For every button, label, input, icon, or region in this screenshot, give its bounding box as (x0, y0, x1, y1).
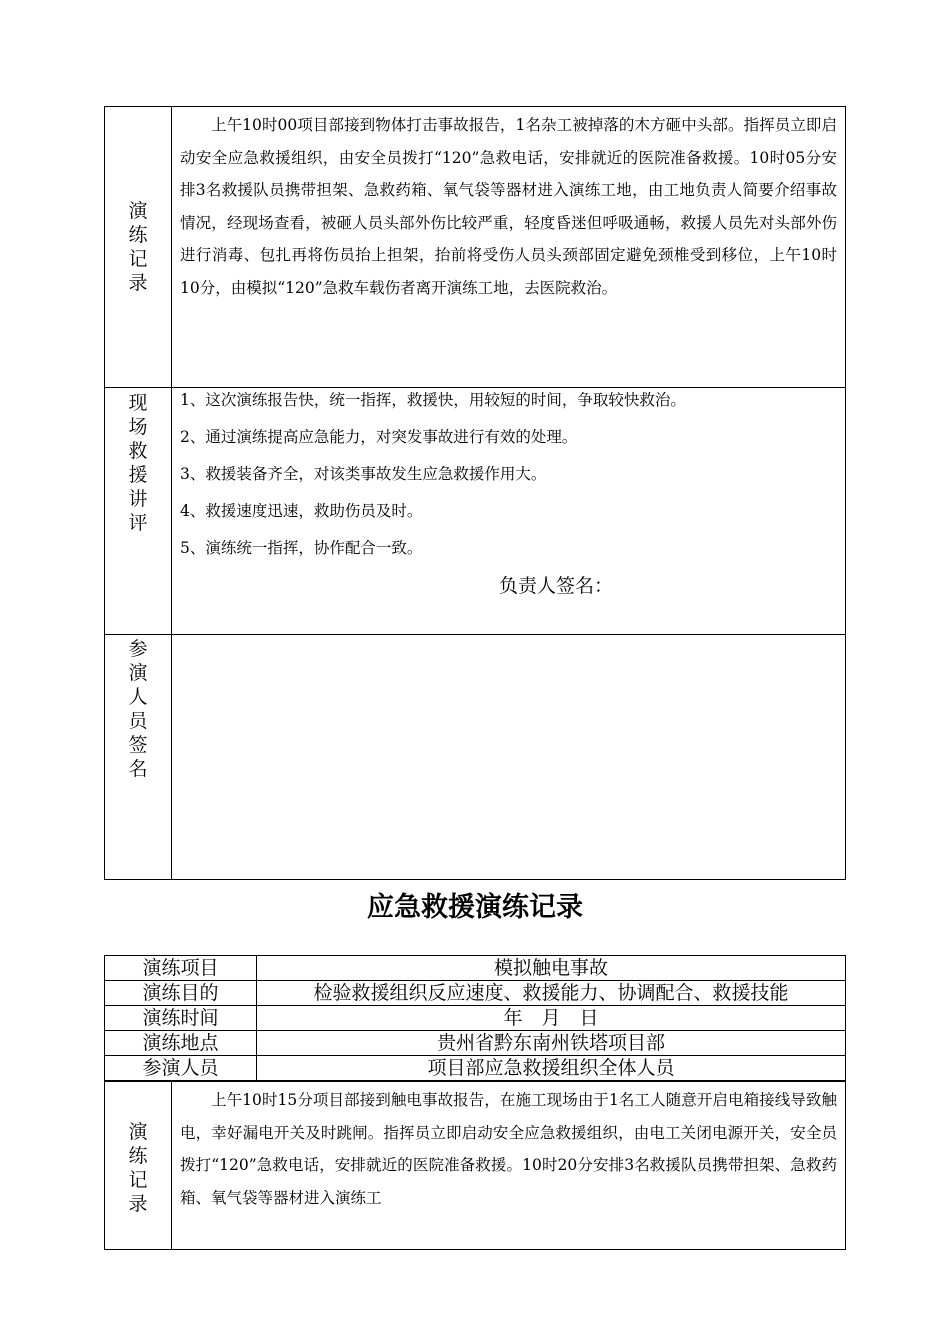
review-label: 现 场 救 援 讲 评 (128, 392, 148, 534)
drill-record-table-2-record (104, 1081, 846, 1250)
participants-signature-cell (172, 635, 846, 880)
row-label: 演练地点 (105, 1031, 257, 1056)
row-value: 项目部应急救援组织全体人员 (257, 1056, 846, 1081)
row-label: 演练目的 (105, 981, 257, 1006)
page-title: 应急救援演练记录 (367, 892, 583, 923)
record-label: 演 练 记 录 (128, 200, 148, 294)
review-item: 4、救援速度迅速，救助伤员及时。 (180, 502, 423, 520)
record-text-cell (172, 1082, 846, 1250)
review-item: 2、通过演练提高应急能力，对突发事故进行有效的处理。 (180, 428, 578, 446)
review-cell (172, 388, 846, 635)
record-label-cell (105, 107, 172, 388)
review-item: 3、救援装备齐全，对该类事故发生应急救援作用大。 (180, 465, 547, 483)
participants-label: 参 演 人 员 签 名 (128, 638, 148, 780)
drill-record-table-1 (104, 106, 846, 880)
row-value: 年 月 日 (257, 1006, 846, 1031)
review-label-cell (105, 388, 172, 635)
row-label: 演练项目 (105, 956, 257, 981)
record-label: 演 练 记 录 (128, 1121, 148, 1215)
participants-label-cell (105, 635, 172, 880)
row-value: 模拟触电事故 (257, 956, 846, 981)
review-item: 5、演练统一指挥，协作配合一致。 (180, 539, 423, 557)
record-text: 上午10时00项目部接到物体打击事故报告，1名杂工被掉落的木方砸中头部。指挥员立即启动安全应急救援组织，由安全员拨打“120”急救电话，安排就近的医院准备救援。10时05分安排3名救援队员携带担架、急救药箱、氧气袋等器材进入演练工地，由工地负责人简要介绍事故情况，经现场查看，被砸人员头部外伤比较严重，轻度昏迷但呼吸通畅，救援人员先对头部外伤进行消毒、包扎再将伤员抬上担架，抬前将受伤人员头颈部固定避免颈椎受到移位，上午10时10分，由模拟“120”急救车载伤者离开演练工地，去医院救治。 (180, 116, 837, 297)
record-text: 上午10时15分项目部接到触电事故报告，在施工现场由于1名工人随意开启电箱接线导致触电，幸好漏电开关及时跳闸。指挥员立即启动安全应急救援组织，由电工关闭电源开关，安全员拨打“120”急救电话，安排就近的医院准备救援。10时20分安排3名救援队员携带担架、急救药箱、氧气袋等器材进入演练工 (180, 1091, 837, 1207)
record-text-cell (172, 107, 846, 388)
row-value: 贵州省黔东南州铁塔项目部 (257, 1031, 846, 1056)
drill-record-table-2 (104, 955, 846, 1081)
row-label: 演练时间 (105, 1006, 257, 1031)
row-value: 检验救援组织反应速度、救援能力、协调配合、救援技能 (257, 981, 846, 1006)
review-item: 1、这次演练报告快，统一指挥，救援快，用较短的时间，争取较快救治。 (180, 391, 686, 409)
row-label: 参演人员 (105, 1056, 257, 1081)
signature-label: 负责人签名： (499, 575, 614, 597)
record-label-cell (105, 1082, 172, 1250)
